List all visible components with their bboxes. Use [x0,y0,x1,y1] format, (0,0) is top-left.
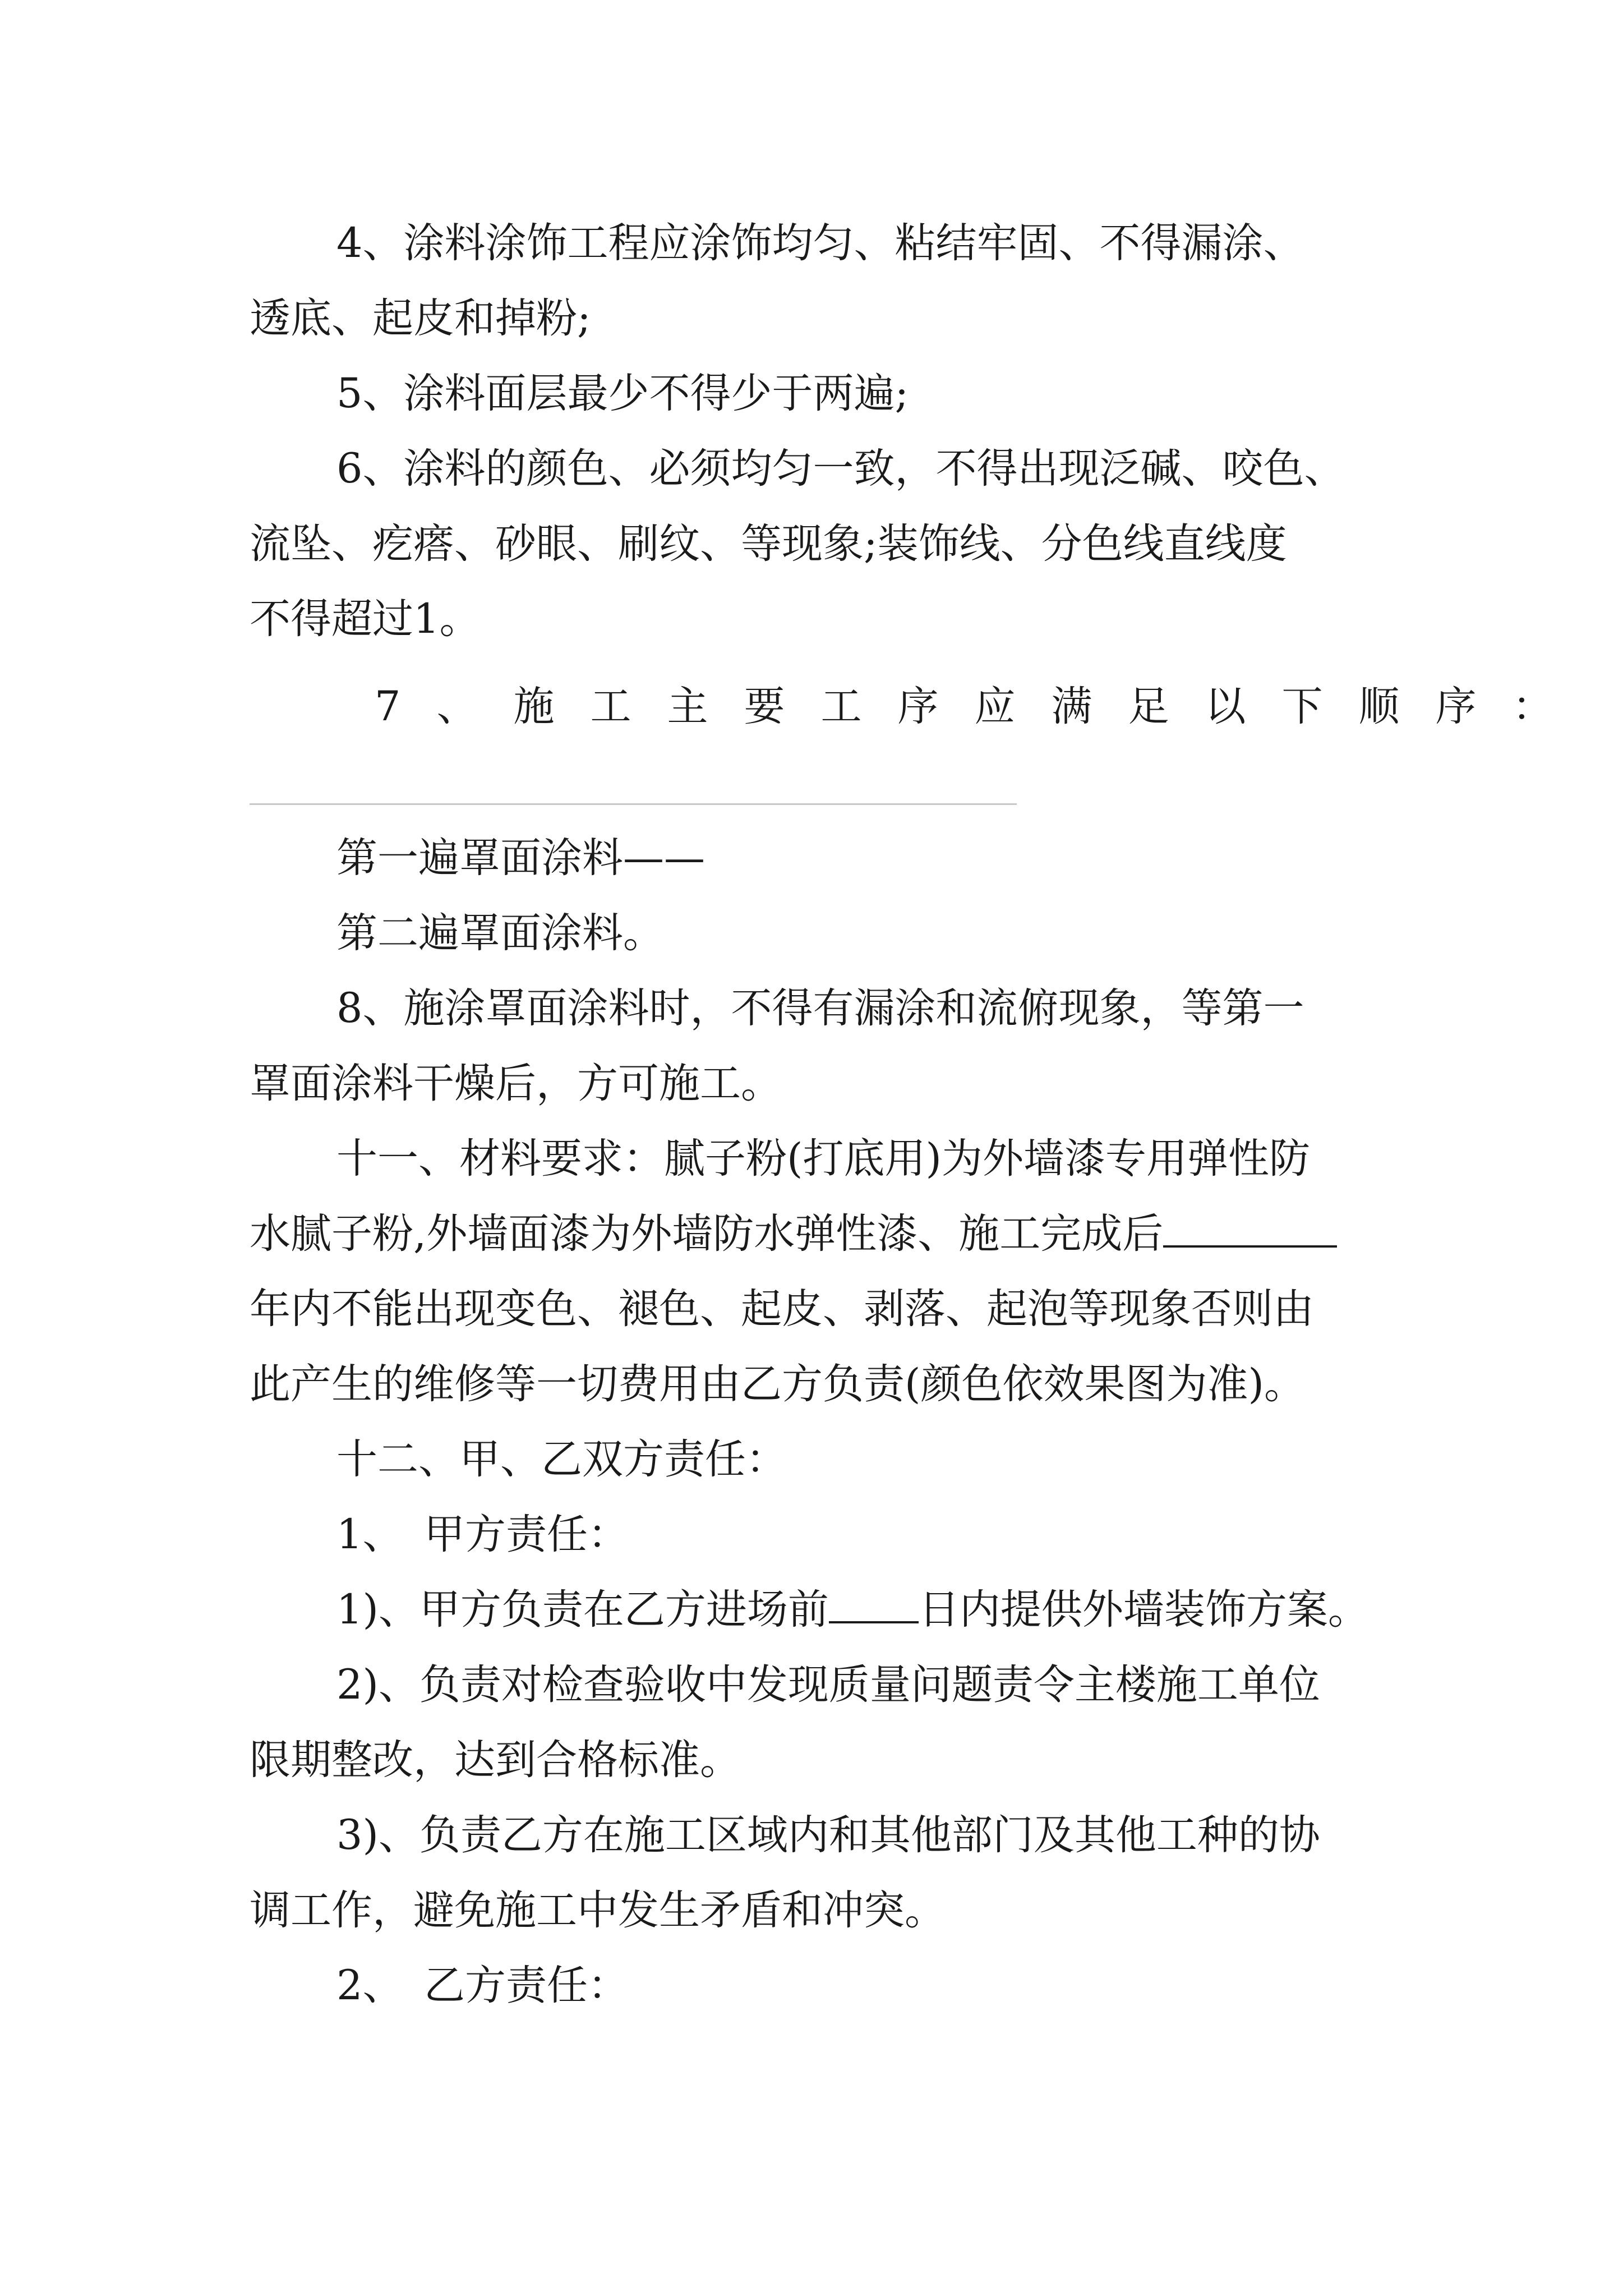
paragraph-line-text: 水腻子粉,外墙面漆为外墙防水弹性漆、施工完成后 [250,1210,1164,1258]
paragraph-line: 7、施工主要工序应满足以下顺序： [375,683,1589,730]
divider-line [250,803,1017,805]
fill-in-blank [1163,1211,1337,1248]
paragraph-line: 此产生的维修等一切费用由乙方负责(颜色依效果图为准)。 [250,1360,1305,1408]
paragraph-line: 罩面涂料干燥后，方可施工。 [250,1060,782,1107]
paragraph-line: 8、施涂罩面涂料时，不得有漏涂和流俯现象，等第一 [336,984,1304,1032]
paragraph-line: 6、涂料的颜色、必须均匀一致，不得出现泛碱、咬色、 [336,445,1345,493]
paragraph-line [336,1582,1369,1638]
paragraph-line: 调工作，避免施工中发生矛盾和冲突。 [250,1887,946,1934]
paragraph-line: 十一、材料要求：腻子粉(打底用)为外墙漆专用弹性防 [336,1135,1310,1182]
paragraph-line: 透底、起皮和掉粉; [250,295,591,342]
paragraph-line: 2)、负责对检查验收中发现质量问题责令主楼施工单位 [336,1661,1320,1709]
paragraph-line: 流坠、疙瘩、砂眼、刷纹、等现象;装饰线、分色线直线度 [250,520,1287,568]
paragraph-line: 第二遍罩面涂料。 [336,909,664,957]
section-heading: 十二、甲、乙双方责任： [336,1435,787,1483]
paragraph-line: 4、涂料涂饰工程应涂饰均匀、粘结牢固、不得漏涂、 [336,219,1304,267]
paragraph-line: 5、涂料面层最少不得少于两遍; [336,370,909,417]
paragraph-line: 年内不能出现变色、褪色、起皮、剥落、起泡等现象否则由 [250,1285,1314,1333]
subsection-heading: 1、 甲方责任： [336,1511,629,1558]
subsection-heading: 2、 乙方责任： [336,1962,629,2009]
paragraph-line: 第一遍罩面涂料—— [336,834,705,882]
paragraph-line-text: 1)、甲方负责在乙方进场前 [336,1586,829,1634]
paragraph-line: 限期整改，达到合格标准。 [250,1736,741,1784]
paragraph-line-text: 日内提供外墙装饰方案。 [918,1586,1369,1634]
paragraph-line [250,1206,1337,1262]
paragraph-line: 不得超过1。 [250,595,481,643]
paragraph-line: 3)、负责乙方在施工区域内和其他部门及其他工种的协 [336,1811,1320,1859]
fill-in-blank [829,1586,919,1623]
